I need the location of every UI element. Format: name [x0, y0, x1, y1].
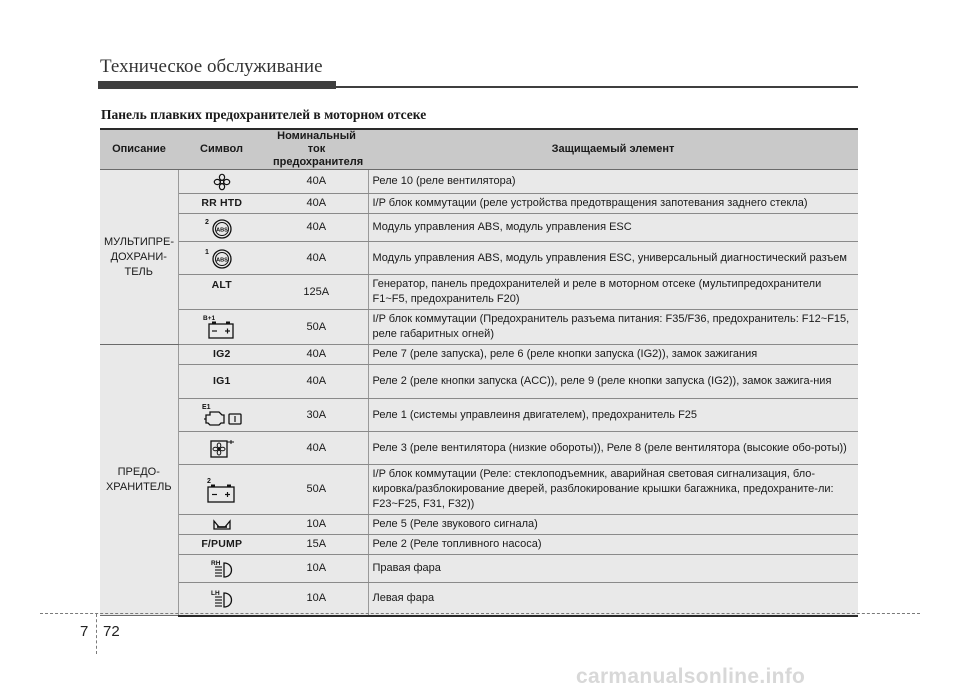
table-header-row	[100, 129, 858, 170]
headlamp-lh-icon	[201, 587, 243, 611]
table-row	[100, 465, 858, 515]
table-row	[100, 515, 858, 535]
col-symbol: Символ	[178, 129, 265, 170]
symbol-cell	[178, 535, 265, 555]
battery-b1-icon	[200, 313, 244, 341]
element-cell: Реле 10 (реле вентилятора)	[368, 170, 858, 194]
symbol-cell	[178, 583, 265, 616]
current-cell: 40A	[265, 365, 368, 399]
current-cell: 40A	[265, 432, 368, 465]
table-row	[100, 194, 858, 214]
current-cell: 30A	[265, 399, 368, 432]
table-row	[100, 242, 858, 275]
fuse-table	[100, 128, 858, 617]
current-cell: 50A	[265, 465, 368, 515]
current-cell: 40A	[265, 170, 368, 194]
col-protected-element: Защищаемый элемент	[368, 129, 858, 170]
col-description: Описание	[100, 129, 178, 170]
symbol-cell	[178, 275, 265, 310]
current-cell: 125A	[265, 275, 368, 310]
fan-icon	[212, 173, 232, 191]
svg-text:2: 2	[206, 477, 211, 485]
current-cell: 40A	[265, 194, 368, 214]
svg-text:ABS: ABS	[215, 257, 228, 264]
chapter-title: Техническое обслуживание	[100, 56, 323, 77]
current-cell: 40A	[265, 242, 368, 275]
horn-icon	[211, 518, 233, 532]
group-fuse: ПРЕДО-ХРАНИТЕЛЬ	[100, 345, 178, 616]
element-cell: Модуль управления ABS, модуль управления ESC	[368, 214, 858, 242]
footer-dashed-rule	[40, 613, 920, 614]
element-cell: Реле 1 (системы управлеиня двигателем), предохранитель F25	[368, 399, 858, 432]
col-rated-current: Номинальный ток предохранителя	[265, 129, 368, 170]
symbol-cell	[178, 345, 265, 365]
element-cell: Реле 5 (Реле звукового сигнала)	[368, 515, 858, 535]
element-cell: I/P блок коммутации (Предохранитель разъема питания: F35/F36, предохранитель: F12~F15, реле габаритных огней)	[368, 310, 858, 345]
symbol-cell	[178, 214, 265, 242]
headlamp-rh-icon	[201, 557, 243, 581]
battery-2-icon	[200, 475, 244, 505]
symbol-cell	[178, 170, 265, 194]
header-rule-thin	[336, 86, 858, 88]
table-row	[100, 275, 858, 310]
current-cell: 10A	[265, 555, 368, 583]
current-cell: 15A	[265, 535, 368, 555]
header-rule-thick	[98, 81, 336, 89]
engine-e1-icon	[196, 401, 248, 429]
element-cell: Реле 2 (реле кнопки запуска (ACC)), реле 9 (реле кнопки запуска (IG2)), замок зажига-ния	[368, 365, 858, 399]
current-cell: 40A	[265, 214, 368, 242]
current-cell: 10A	[265, 515, 368, 535]
current-cell: 10A	[265, 583, 368, 616]
section-title: Панель плавких предохранителей в моторном отсеке	[101, 107, 427, 122]
table-row	[100, 555, 858, 583]
symbol-text: RR HTD	[201, 197, 243, 209]
table-row	[100, 432, 858, 465]
page-number: 72	[103, 623, 120, 640]
element-cell: I/P блок коммутации (реле устройства предотвращения запотевания заднего стекла)	[368, 194, 858, 214]
element-cell: Реле 2 (Реле топливного насоса)	[368, 535, 858, 555]
element-cell: Левая фара	[368, 583, 858, 616]
table-row	[100, 310, 858, 345]
svg-text:B+1: B+1	[202, 315, 215, 322]
footer-dashed-divider	[96, 614, 97, 654]
svg-text:1: 1	[204, 249, 209, 256]
symbol-cell	[178, 310, 265, 345]
table-row	[100, 535, 858, 555]
svg-text:LH: LH	[210, 589, 220, 597]
current-cell: 50A	[265, 310, 368, 345]
symbol-text: IG1	[212, 375, 231, 387]
svg-text:E1: E1	[201, 404, 211, 411]
svg-text:2: 2	[204, 218, 209, 226]
watermark: carmanualsonline.info	[576, 665, 806, 688]
element-cell: I/P блок коммутации (Реле: стеклоподъемник, аварийная световая сигнализация, бло-кировка/разблокирование дверей, разблокирование крышки багажника, предохраните-ли: F23~F25, F31, F32))	[368, 465, 858, 515]
chapter-number: 7	[80, 623, 89, 640]
element-cell: Модуль управления ABS, модуль управления ESC, универсальный диагностический разъем	[368, 242, 858, 275]
symbol-cell	[178, 555, 265, 583]
group-multifuse: МУЛЬТИПРЕ-ДОХРАНИ-ТЕЛЬ	[100, 170, 178, 345]
table-row	[100, 214, 858, 242]
element-cell: Реле 7 (реле запуска), реле 6 (реле кнопки запуска (IG2)), замок зажигания	[368, 345, 858, 365]
symbol-text: F/PUMP	[201, 538, 243, 550]
symbol-cell	[178, 515, 265, 535]
element-cell: Генератор, панель предохранителей и реле в моторном отсеке (мультипредохранители F1~F5, предохранитель F20)	[368, 275, 858, 310]
symbol-cell	[178, 194, 265, 214]
table-row	[100, 399, 858, 432]
table-row	[100, 345, 858, 365]
symbol-cell	[178, 242, 265, 275]
table-row	[100, 170, 858, 194]
current-cell: 40A	[265, 345, 368, 365]
symbol-text: IG2	[212, 348, 231, 360]
fan-box-icon	[207, 437, 237, 459]
element-cell: Правая фара	[368, 555, 858, 583]
symbol-cell	[178, 399, 265, 432]
symbol-text: ALT	[211, 279, 232, 291]
symbol-cell	[178, 365, 265, 399]
symbol-cell	[178, 432, 265, 465]
symbol-cell	[178, 465, 265, 515]
element-cell: Реле 3 (реле вентилятора (низкие обороты)), Реле 8 (реле вентилятора (высокие обо-роты))	[368, 432, 858, 465]
svg-text:ABS: ABS	[215, 226, 228, 233]
abs-2-icon	[202, 216, 242, 240]
table-row	[100, 365, 858, 399]
abs-1-icon	[202, 246, 242, 270]
svg-text:RH: RH	[210, 559, 221, 567]
table-row	[100, 583, 858, 616]
